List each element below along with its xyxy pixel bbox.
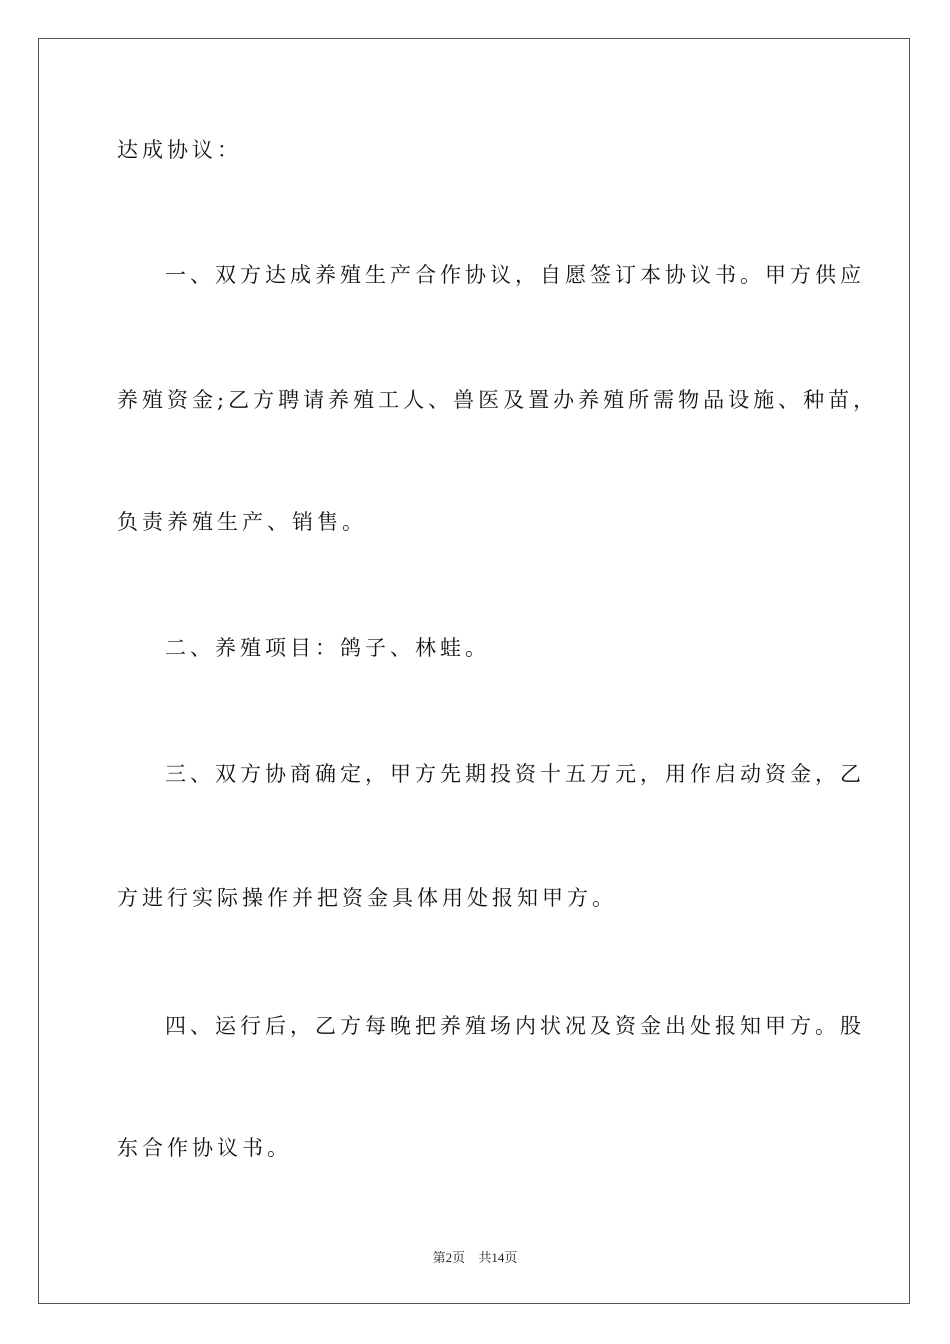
paragraph-line: 二、养殖项目：鸽子、林蛙。 (165, 636, 490, 660)
paragraph-line: 养殖资金;乙方聘请养殖工人、兽医及置办养殖所需物品设施、种苗， (117, 388, 879, 412)
paragraph-line: 东合作协议书。 (117, 1136, 292, 1160)
paragraph-line: 达成协议： (117, 138, 242, 162)
paragraph-line: 方进行实际操作并把资金具体用处报知甲方。 (117, 886, 617, 910)
page-number: 第2页 (432, 1250, 466, 1265)
page-total: 共14页 (478, 1250, 518, 1265)
page-footer (0, 1247, 950, 1266)
paragraph-line: 三、双方协商确定，甲方先期投资十五万元，用作启动资金，乙 (165, 762, 865, 786)
paragraph-line: 一、双方达成养殖生产合作协议，自愿签订本协议书。甲方供应 (165, 263, 865, 287)
page-frame (38, 38, 910, 1304)
paragraph-line: 四、运行后，乙方每晚把养殖场内状况及资金出处报知甲方。股 (165, 1014, 865, 1038)
paragraph-line: 负责养殖生产、销售。 (117, 510, 367, 534)
